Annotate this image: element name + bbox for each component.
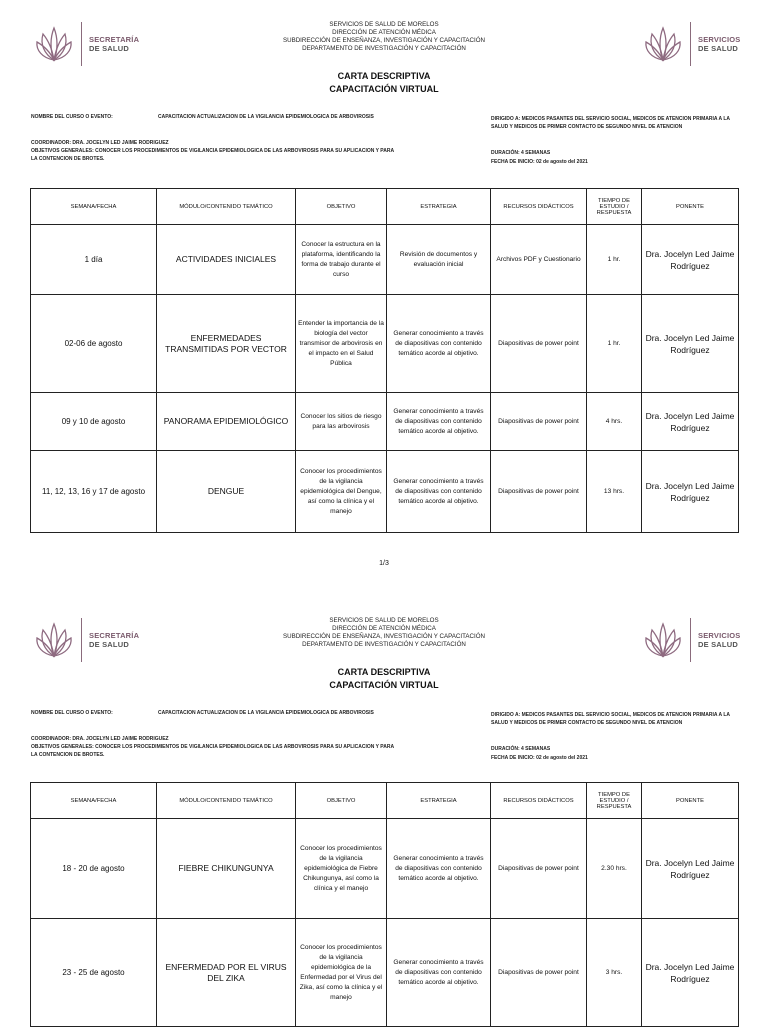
schedule-table [30,188,739,533]
cell-recursos: Diapositivas de power point [491,451,587,533]
col-header: SEMANA/FECHA [31,189,157,225]
document-title: CARTA DESCRIPTIVA CAPACITACIÓN VIRTUAL [329,71,439,94]
cell-recursos: Diapositivas de power point [491,919,587,1027]
cell-ponente: Dra. Jocelyn Led Jaime Rodríguez [642,225,739,295]
col-header: PONENTE [642,189,739,225]
cell-objetivo: Conocer los sitios de riesgo para las arbovirosis [296,393,387,451]
cell-modulo: DENGUE [157,451,296,533]
cell-ponente: Dra. Jocelyn Led Jaime Rodríguez [642,295,739,393]
cell-semana: 18 - 20 de agosto [31,819,157,919]
page-number: 1/3 [379,560,389,567]
cell-estrategia: Revisión de documentos y evaluación inicial [387,225,491,295]
cell-semana: 11, 12, 13, 16 y 17 de agosto [31,451,157,533]
cell-estrategia: Generar conocimiento a través de diapositivas con contenido temático acorde al objetivo. [387,819,491,919]
cell-ponente: Dra. Jocelyn Led Jaime Rodríguez [642,819,739,919]
cell-tiempo: 1 hr. [587,225,642,295]
logo-text: SERVICIOS DE SALUD [698,631,741,649]
cell-ponente: Dra. Jocelyn Led Jaime Rodríguez [642,919,739,1027]
general-objectives: OBJETIVOS GENERALES: CONOCER LOS PROCEDIMIENTOS DE VIGILANCIA EPIDEMIOLOGICA DE LAS ARBOVIROSIS PARA SU APLICACION Y PARA LA CONTENCION DE BROTES. [31,744,394,758]
course-name: NOMBRE DEL CURSO O EVENTO: CAPACITACION ACTUALIZACION DE LA VIGILANCIA EPIDEMIOLOGICA DE ARBOVIROSIS [31,710,374,716]
cell-semana: 1 día [31,225,157,295]
document-title: CARTA DESCRIPTIVA CAPACITACIÓN VIRTUAL [329,667,439,690]
course-name: NOMBRE DEL CURSO O EVENTO: CAPACITACION ACTUALIZACION DE LA VIGILANCIA EPIDEMIOLOGICA DE ARBOVIROSIS [31,114,374,120]
cell-estrategia: Generar conocimiento a través de diapositivas con contenido temático acorde al objetivo. [387,451,491,533]
cell-ponente: Dra. Jocelyn Led Jaime Rodríguez [642,451,739,533]
cell-recursos: Archivos PDF y Cuestionario [491,225,587,295]
cell-semana: 23 - 25 de agosto [31,919,157,1027]
cell-modulo: PANORAMA EPIDEMIOLÓGICO [157,393,296,451]
cell-objetivo: Entender la importancia de la biología del vector transmisor de arbovirosis en el impacto en el Salud Pública [296,295,387,393]
table-row [31,295,739,393]
start-date: FECHA DE INICIO: 02 de agosto del 2021 [491,755,588,761]
col-header: RECURSOS DIDÁCTICOS [491,783,587,819]
flower-emblem-icon [643,620,683,660]
servicios-salud-logo [643,22,741,66]
col-header: OBJETIVO [296,189,387,225]
col-header: TIEMPO DE ESTUDIO / RESPUESTA [587,189,642,225]
cell-tiempo: 4 hrs. [587,393,642,451]
col-header: MÓDULO/CONTENIDO TEMÁTICO [157,189,296,225]
cell-modulo: FIEBRE CHIKUNGUNYA [157,819,296,919]
cell-objetivo: Conocer la estructura en la plataforma, identificando la forma de trabajo durante el curso [296,225,387,295]
table-row [31,819,739,919]
cell-tiempo: 3 hrs. [587,919,642,1027]
duration: DURACIÓN: 4 SEMANAS [491,746,551,752]
col-header: PONENTE [642,783,739,819]
cell-recursos: Diapositivas de power point [491,393,587,451]
cell-estrategia: Generar conocimiento a través de diapositivas con contenido temático acorde al objetivo. [387,393,491,451]
cell-modulo: ENFERMEDAD POR EL VIRUS DEL ZIKA [157,919,296,1027]
table-header-row [31,189,739,225]
start-date: FECHA DE INICIO: 02 de agosto del 2021 [491,159,588,165]
cell-semana: 09 y 10 de agosto [31,393,157,451]
duration: DURACIÓN: 4 SEMANAS [491,150,551,156]
cell-modulo: ACTIVIDADES INICIALES [157,225,296,295]
institution-header: SERVICIOS DE SALUD DE MORELOS DIRECCIÓN DE ATENCIÓN MÉDICA SUBDIRECCIÓN DE ENSEÑANZA, INVESTIGACIÓN Y CAPACITACIÓN DEPARTAMENTO DE INVESTIGACIÓN Y CAPACITACIÓN [282,21,486,52]
col-header: SEMANA/FECHA [31,783,157,819]
cell-tiempo: 13 hrs. [587,451,642,533]
logo-text: SERVICIOS DE SALUD [698,35,741,53]
col-header: ESTRATEGIA [387,783,491,819]
general-objectives: OBJETIVOS GENERALES: CONOCER LOS PROCEDIMIENTOS DE VIGILANCIA EPIDEMIOLOGICA DE LAS ARBOVIROSIS PARA SU APLICACION Y PARA LA CONTENCION DE BROTES. [31,148,394,162]
target-audience: DIRIGIDO A: MEDICOS PASANTES DEL SERVICIO SOCIAL, MEDICOS DE ATENCION PRIMARIA A LA SALUD Y MEDICOS DE PRIMER CONTACTO DE SEGUNDO NIVEL DE ATENCION [491,116,730,130]
cell-tiempo: 2.30 hrs. [587,819,642,919]
cell-recursos: Diapositivas de power point [491,295,587,393]
logo-divider [690,22,691,66]
col-header: RECURSOS DIDÁCTICOS [491,189,587,225]
col-header: MÓDULO/CONTENIDO TEMÁTICO [157,783,296,819]
coordinator: COORDINADOR: DRA. JOCELYN LED JAIME RODRIGUEZ [31,736,169,742]
logo-text: SECRETARÍA DE SALUD [89,35,140,53]
coordinator: COORDINADOR: DRA. JOCELYN LED JAIME RODRIGUEZ [31,140,169,146]
table-header-row [31,783,739,819]
target-audience: DIRIGIDO A: MEDICOS PASANTES DEL SERVICIO SOCIAL, MEDICOS DE ATENCION PRIMARIA A LA SALUD Y MEDICOS DE PRIMER CONTACTO DE SEGUNDO NIVEL DE ATENCION [491,712,730,726]
servicios-salud-logo [643,618,741,662]
table-row [31,393,739,451]
table-row [31,919,739,1027]
cell-recursos: Diapositivas de power point [491,819,587,919]
logo-divider [690,618,691,662]
institution-header: SERVICIOS DE SALUD DE MORELOS DIRECCIÓN DE ATENCIÓN MÉDICA SUBDIRECCIÓN DE ENSEÑANZA, INVESTIGACIÓN Y CAPACITACIÓN DEPARTAMENTO DE INVESTIGACIÓN Y CAPACITACIÓN [282,617,486,648]
cell-estrategia: Generar conocimiento a través de diapositivas con contenido temático acorde al objetivo. [387,919,491,1027]
cell-ponente: Dra. Jocelyn Led Jaime Rodríguez [642,393,739,451]
table-row [31,225,739,295]
cell-tiempo: 1 hr. [587,295,642,393]
cell-semana: 02-06 de agosto [31,295,157,393]
cell-objetivo: Conocer los procedimientos de la vigilancia epidemiológica de Fiebre Chikungunya, así como la clínica y el manejo [296,819,387,919]
cell-modulo: ENFERMEDADES TRANSMITIDAS POR VECTOR [157,295,296,393]
col-header: ESTRATEGIA [387,189,491,225]
col-header: OBJETIVO [296,783,387,819]
cell-objetivo: Conocer los procedimientos de la vigilancia epidemiológica de la Enfermedad por el Virus del Zika, así como la clínica y el manejo [296,919,387,1027]
logo-text: SECRETARÍA DE SALUD [89,631,140,649]
document-page-2 [0,596,768,1024]
table-row [31,451,739,533]
flower-emblem-icon [643,24,683,64]
cell-estrategia: Generar conocimiento a través de diapositivas con contenido temático acorde al objetivo. [387,295,491,393]
col-header: TIEMPO DE ESTUDIO / RESPUESTA [587,783,642,819]
cell-objetivo: Conocer los procedimientos de la vigilancia epidemiológica del Dengue, así como la clínica y el manejo [296,451,387,533]
schedule-table [30,782,739,1027]
